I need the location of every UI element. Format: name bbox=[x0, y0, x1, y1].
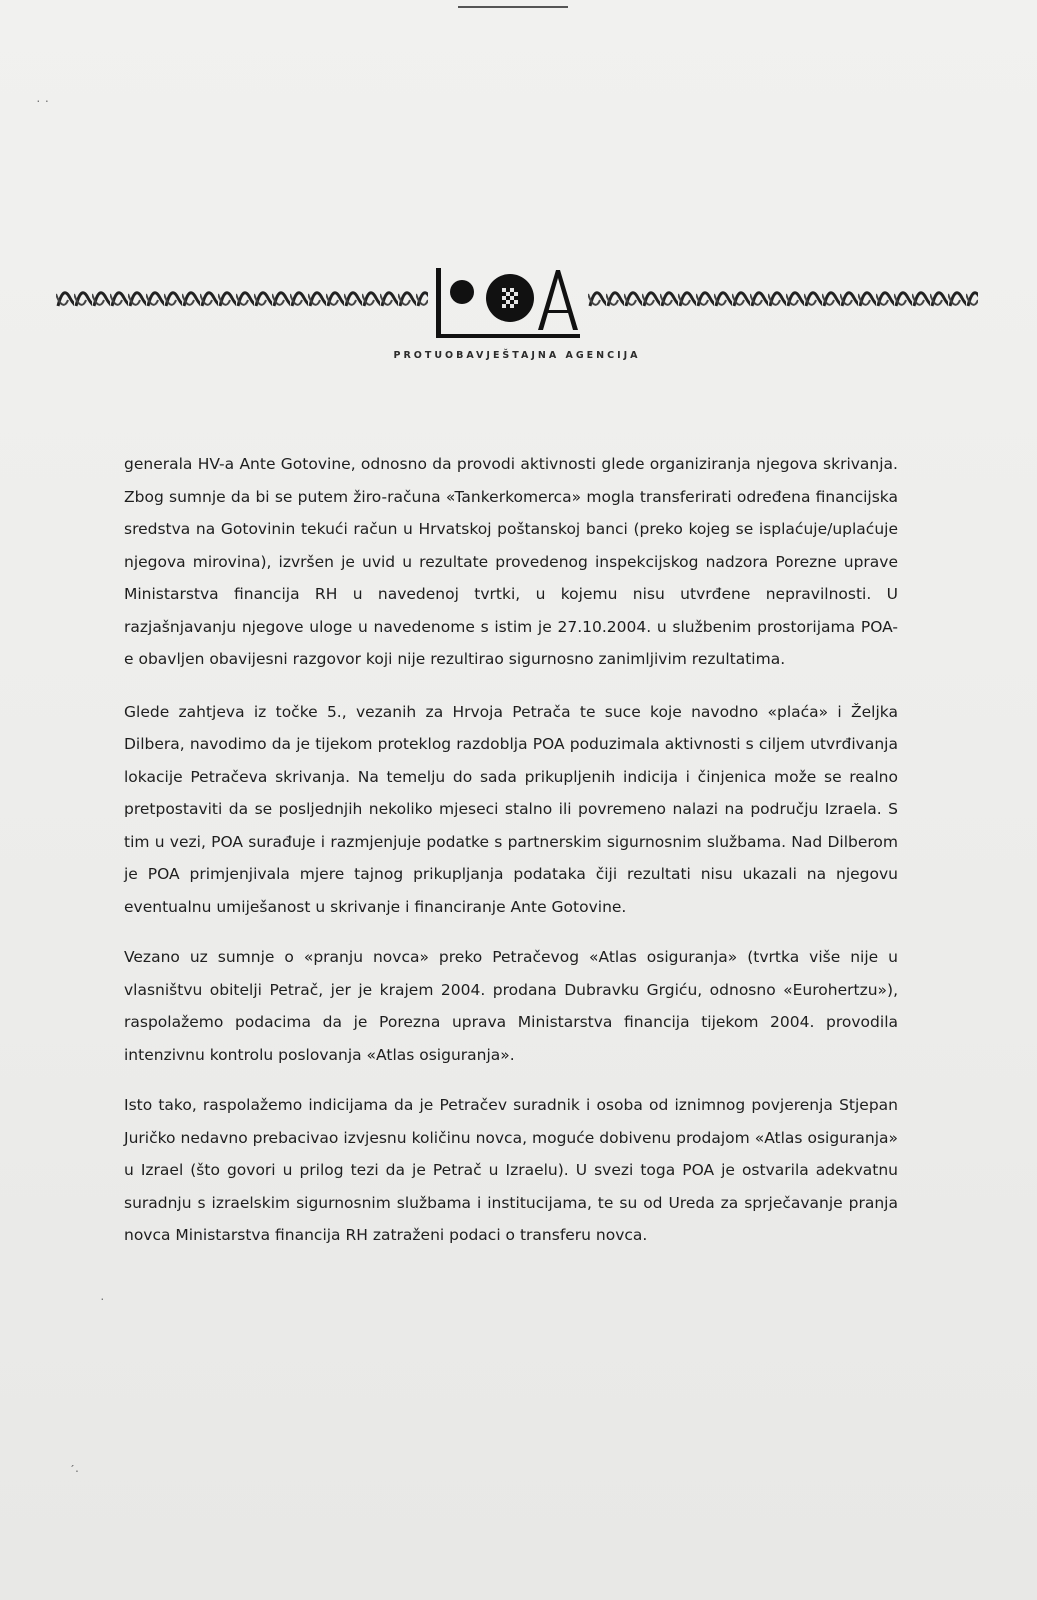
paragraph: generala HV-a Ante Gotovine, odnosno da provodi aktivnosti glede organiziranja njegova skrivanja. Zbog sumnje da bi se putem žiro-računa «Tankerkomerca» mogla transferirati određena financijska sredstva na Gotovinin tekući račun u Hrvatskoj poštanskoj banci (preko kojeg se isplaćuje/uplaćuje njegova mirovina), izvršen je uvid u rezultate provedenog inspekcijskog nadzora Porezne uprave Ministarstva financija RH u navedenoj tvrtki, u kojemu nisu utvrđene nepravilnosti. U razjašnjavanju njegove uloge u navedenome s istim je 27.10.2004. u službenim prostorijama POA-e obavljen obavijesni razgovor koji nije rezultirao sigurnosno zanimljivim rezultatima. bbox=[124, 455, 898, 668]
letterhead bbox=[56, 268, 978, 378]
rope-ornament-right bbox=[588, 286, 978, 312]
scan-speck: · bbox=[100, 1290, 105, 1306]
rope-ornament-left bbox=[56, 286, 428, 312]
paragraph: Isto tako, raspolažemo indicijama da je Petračev suradnik i osoba od iznimnog povjerenja Stjepan Juričko nedavno prebacivao izvjesnu količinu novca, moguće dobivenu prodajom «Atlas osiguranja» u Izrael (što govori u prilog tezi da je Petrač u Izraelu). U svezi toga POA je ostvarila adekvatnu suradnju s izraelskim sigurnosnim službama i institucijama, te su od Ureda za sprječavanje pranja novca Ministarstva financija RH zatraženi podaci o transferu novca. bbox=[124, 1096, 898, 1244]
paragraph: Glede zahtjeva iz točke 5., vezanih za Hrvoja Petrača te suce koje navodno «plaća» i Željka Dilbera, navodimo da je tijekom proteklog razdoblja POA poduzimala aktivnosti s ciljem utvrđivanja lokacije Petračeva skrivanja. Na temelju do sada prikupljenih indicija i činjenica može se realno pretpostaviti da se posljednjih nekoliko mjeseci stalno ili povremeno nalazi na području Izraela. S tim u vezi, POA surađuje i razmjenjuje podatke s partnerskim sigurnosnim službama. Nad Dilberom je POA primjenjivala mjere tajnog prikupljanja podataka čiji rezultati nisu ukazali na njegovu eventualnu umiješanost u skrivanje i financiranje Ante Gotovine. bbox=[124, 702, 898, 916]
letter-body bbox=[124, 448, 898, 1270]
scan-speck: ˊ· bbox=[70, 1462, 80, 1478]
paragraph: Vezano uz sumnje o «pranju novca» preko Petračevog «Atlas osiguranja» (tvrtka više nije u vlasništvu obitelji Petrač, jer je krajem 2004. prodana Dubravku Grgiću, odnosno «Eurohertzu»), raspolažemo podacima da je Porezna uprava Ministarstva financija tijekom 2004. provodila intenzivnu kontrolu poslovanja «Atlas osiguranja». bbox=[124, 948, 898, 1064]
agency-name: PROTUOBAVJEŠTAJNA AGENCIJA bbox=[393, 350, 641, 361]
scan-speck: · · bbox=[36, 92, 50, 108]
poa-logo bbox=[434, 268, 584, 342]
top-edge-rule bbox=[458, 6, 568, 8]
